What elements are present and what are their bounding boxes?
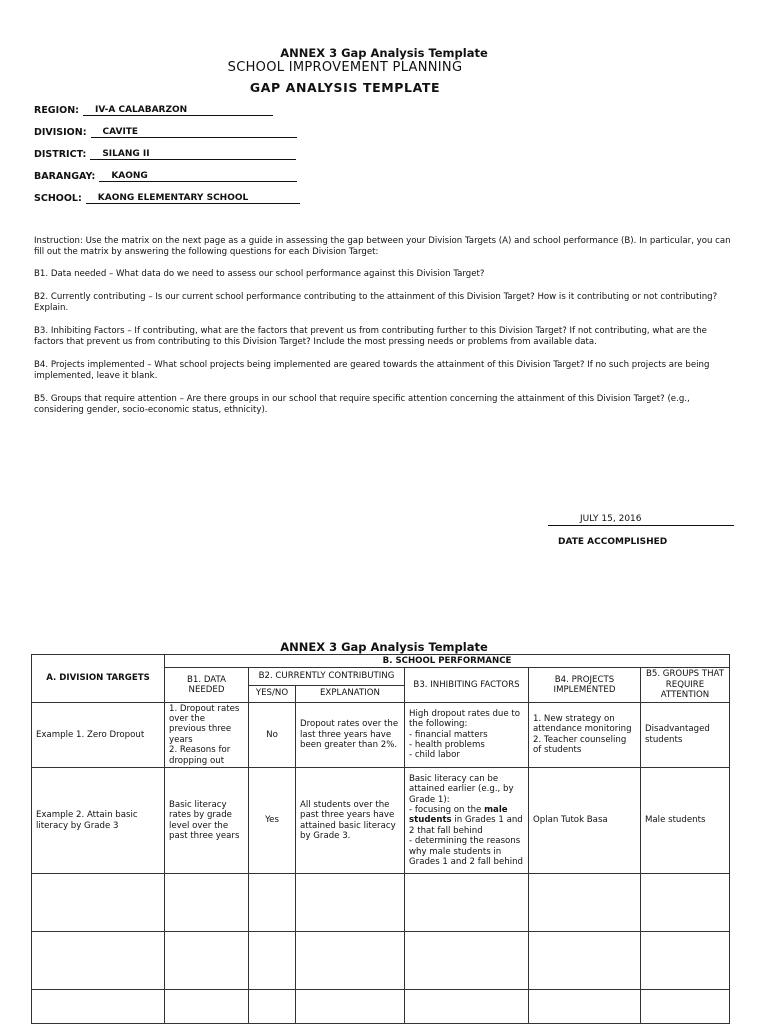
instruction-b4: B4. Projects implemented – What school projects being implemented are geared towards the attainment of this Division Target? If no such projects are being implemented, leave it blank.	[34, 360, 710, 382]
row1-inhibiting-intro: High dropout rates due to the following:	[409, 708, 521, 730]
header-b4: B4. PROJECTS IMPLEMENTED	[529, 668, 641, 702]
gap-analysis-table	[31, 654, 730, 1024]
school-label: SCHOOL:	[34, 193, 82, 204]
instruction-b5: B5. Groups that require attention – Are there groups in our school that require specific attention concerning the attainment of this Division Target? (e.g., considering gender, socio-economic status, ethnicity).	[34, 394, 690, 416]
row1-yes-no: No	[249, 702, 296, 767]
instruction-b3: B3. Inhibiting Factors – If contributing, what are the factors that prevent us from contributing further to this Division Target? If not contributing, what are the factors that prevent us from contributing to this Division Target? Include the most pressing needs or problems from available data.	[34, 326, 707, 348]
empty-cell[interactable]	[296, 932, 405, 990]
barangay-label: BARANGAY:	[34, 171, 96, 182]
row2-groups: Male students	[641, 768, 730, 874]
header-school-performance: B. SCHOOL PERFORMANCE	[165, 655, 730, 668]
district-label: DISTRICT:	[34, 149, 87, 160]
row2-target: Example 2. Attain basic literacy by Grade 3	[32, 768, 165, 874]
empty-cell[interactable]	[529, 874, 641, 932]
row2-data-needed: Basic literacy rates by grade level over the past three years	[165, 768, 249, 874]
header-b2-explanation: EXPLANATION	[296, 685, 405, 702]
header-b2: B2. CURRENTLY CONTRIBUTING	[249, 668, 405, 685]
row2-inhibiting	[405, 768, 529, 874]
region-field	[34, 104, 273, 116]
row2-explanation: All students over the past three years have attained basic literacy by Grade 3.	[296, 768, 405, 874]
date-value: JULY 15, 2016	[548, 514, 734, 526]
school-field	[34, 192, 300, 204]
empty-cell[interactable]	[405, 932, 529, 990]
row1-inhibiting-item: - financial matters	[409, 729, 488, 740]
header-division-targets: A. DIVISION TARGETS	[32, 655, 165, 703]
division-field	[34, 126, 297, 138]
table-row	[32, 768, 730, 874]
row2-yes-no: Yes	[249, 768, 296, 874]
instruction-intro: Instruction: Use the matrix on the next page as a guide in assessing the gap between your Division Targets (A) and school performance (B). In particular, you can fill out the matrix by answering the following questions for each Division Target:	[34, 236, 731, 258]
empty-cell[interactable]	[32, 932, 165, 990]
header-b2-yesno: YES/NO	[249, 685, 296, 702]
row2-inhibiting-emphasis: male students	[409, 804, 508, 826]
empty-cell[interactable]	[641, 932, 730, 990]
empty-cell[interactable]	[296, 874, 405, 932]
row1-groups: Disadvantaged students	[641, 702, 730, 767]
empty-cell[interactable]	[249, 874, 296, 932]
row1-data-needed: 1. Dropout rates over the previous three years 2. Reasons for dropping out	[165, 702, 249, 767]
empty-cell[interactable]	[529, 932, 641, 990]
empty-cell[interactable]	[165, 874, 249, 932]
empty-cell[interactable]	[641, 990, 730, 1024]
table-row	[32, 702, 730, 767]
empty-cell[interactable]	[405, 874, 529, 932]
document-title: GAP ANALYSIS TEMPLATE	[249, 80, 441, 95]
barangay-value: KAONG	[99, 170, 297, 182]
instruction-b2: B2. Currently contributing – Is our current school performance contributing to the attainment of this Division Target? How is it contributing or not contributing? Explain.	[34, 292, 718, 314]
row1-projects: 1. New strategy on attendance monitoring 2. Teacher counseling of students	[529, 702, 641, 767]
row2-inhibiting-text-b: in Grades 1 and 2 that fall behind - determining the reasons why male students in Grades 1 and 2 fall behind	[409, 815, 523, 867]
row1-explanation: Dropout rates over the last three years have been greater than 2%.	[296, 702, 405, 767]
empty-cell[interactable]	[405, 990, 529, 1024]
header-b3: B3. INHIBITING FACTORS	[405, 668, 529, 702]
row1-inhibiting-item: - child labor	[409, 750, 460, 761]
instruction-b1: B1. Data needed – What data do we need to assess our school performance against this Division Target?	[34, 269, 485, 279]
school-value: KAONG ELEMENTARY SCHOOL	[86, 192, 300, 204]
empty-cell[interactable]	[165, 932, 249, 990]
table-row-empty	[32, 932, 730, 990]
empty-cell[interactable]	[249, 990, 296, 1024]
header-b5: B5. GROUPS THAT REQUIRE ATTENTION	[641, 668, 730, 702]
date-label: DATE ACCOMPLISHED	[558, 537, 668, 547]
empty-cell[interactable]	[249, 932, 296, 990]
region-value: IV-A CALABARZON	[83, 104, 273, 116]
row2-inhibiting-text-a: Basic literacy can be attained earlier (e.g., by Grade 1): - focusing on the	[409, 773, 514, 815]
row1-inhibiting	[405, 702, 529, 767]
empty-cell[interactable]	[32, 990, 165, 1024]
empty-cell[interactable]	[641, 874, 730, 932]
row1-target: Example 1. Zero Dropout	[32, 702, 165, 767]
document-subtitle: SCHOOL IMPROVEMENT PLANNING	[227, 60, 463, 75]
empty-cell[interactable]	[165, 990, 249, 1024]
division-value: CAVITE	[91, 126, 297, 138]
row1-inhibiting-item: - health problems	[409, 740, 485, 751]
empty-cell[interactable]	[32, 874, 165, 932]
empty-cell[interactable]	[296, 990, 405, 1024]
table-title: ANNEX 3 Gap Analysis Template	[280, 640, 488, 654]
district-value: SILANG II	[90, 148, 296, 160]
division-label: DIVISION:	[34, 127, 87, 138]
table-row-empty	[32, 990, 730, 1024]
district-field	[34, 148, 296, 160]
barangay-field	[34, 170, 297, 182]
region-label: REGION:	[34, 105, 79, 116]
annex-title: ANNEX 3 Gap Analysis Template	[280, 46, 488, 60]
header-b1: B1. DATA NEEDED	[165, 668, 249, 702]
table-row-empty	[32, 874, 730, 932]
row2-projects: Oplan Tutok Basa	[529, 768, 641, 874]
empty-cell[interactable]	[529, 990, 641, 1024]
